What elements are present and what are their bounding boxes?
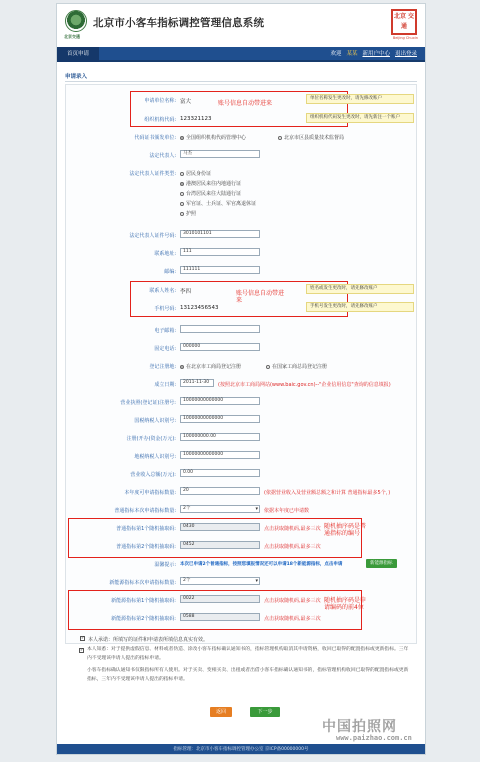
ev-quota-button[interactable]: 新能源指标 — [366, 559, 397, 568]
agree-aware-text-2: 小客车指标确认通知书仅限指标所有人使用。对于买卖、变相买卖、出租或者出借小客车指标确认通知书的，指标管理机构收回已取得的配置指标或更新指标，三年内不受理该申请人提出的指标申请。 — [87, 668, 409, 682]
beijing-transport-logo-icon — [65, 10, 87, 32]
application-page — [56, 3, 426, 755]
normal-apply-note: 依据本年度已申请数 — [264, 508, 310, 514]
annual-quota-label: 本年度可申请指标数量: — [124, 490, 176, 496]
ev-rand2-get-link[interactable]: 点击获取随机码,最多三次 — [264, 616, 321, 622]
annual-quota-note: (依据营业收入及营业额总额之和计算 普通指标最多5个，) — [264, 490, 391, 496]
unit-name-value: 富大 — [180, 99, 192, 105]
seal-subtitle: Beijing Chuxin — [392, 36, 418, 40]
id-type-option-label: 居民身份证 — [186, 171, 212, 177]
revenue-label: 营业收入总额(万元): — [130, 472, 176, 478]
annotation-random-ev: 随机抽序码是申请编码的前4位 — [324, 597, 367, 611]
ev-rand2-label: 新能源指标第2个随机抽取码: — [111, 616, 176, 622]
national-tax-label: 国税纳税人识别号: — [134, 418, 176, 424]
normal-apply-label: 普通指标本次申请指标数量: — [114, 508, 176, 514]
normal-apply-select[interactable]: 2个 ▾ — [180, 505, 260, 513]
revenue-input[interactable]: 0.00 — [180, 469, 260, 477]
email-label: 电子邮箱: — [154, 328, 176, 334]
normal-rand2-label: 普通指标第2个随机抽取码: — [116, 544, 176, 550]
radio-icon — [180, 202, 184, 206]
contact-name-label: 联系人姓名: — [149, 288, 176, 294]
id-type-option-label: 港澳居民来往内地通行证 — [186, 181, 242, 187]
contact-address-label: 联系地址: — [154, 251, 176, 257]
issuer-option-district[interactable] — [278, 134, 344, 141]
annotation-random-normal: 随机抽序码是普通指标的编号 — [324, 523, 367, 537]
system-title: 北京市小客车指标调控管理信息系统 — [93, 17, 265, 29]
back-button[interactable]: 返回 — [210, 707, 232, 717]
top-nav — [57, 47, 425, 62]
contact-address-input[interactable]: 111 — [180, 248, 260, 256]
issuer-option-national[interactable] — [180, 134, 246, 141]
id-no-label: 法定代表人证件号码: — [129, 233, 176, 239]
reg-option-national-label: 在国家工商总局登记注册 — [272, 364, 328, 370]
next-button[interactable]: 下一步 — [250, 707, 280, 717]
normal-rand1-get-link[interactable]: 点击获取随机码,最多三次 — [264, 526, 321, 532]
capital-label: 注册(开办)资金(万元): — [126, 436, 176, 442]
ev-apply-label: 新能源指标本次申请指标数量: — [109, 580, 176, 586]
radio-icon — [180, 136, 184, 140]
reg-option-national[interactable] — [266, 363, 327, 370]
logo-caption: 北京交通 — [64, 34, 80, 39]
temp-tip-label: 温馨提示: — [154, 562, 176, 568]
postcode-label: 邮编: — [164, 269, 176, 275]
application-form — [65, 84, 417, 644]
org-code-label: 组织机构代码: — [144, 117, 176, 123]
id-type-option[interactable] — [180, 170, 211, 177]
biz-reg-no-input[interactable]: 10000000000000 — [180, 397, 260, 405]
email-input[interactable] — [180, 325, 260, 333]
radio-icon — [180, 172, 184, 176]
agree-truthful-text: 本人承诺：所填写的证件和申请表所填信息真实有效。 — [88, 637, 209, 643]
site-footer: 指标管理：北京市小客车指标调控管理办公室 京ICP备00000000号 — [57, 744, 425, 755]
tip-org-code: 组织机构代码发生更改时，请先新注一个账户 — [306, 113, 414, 123]
id-type-option-label: 护照 — [186, 211, 197, 217]
issuer-option-national-label: 全国组织机构代码管理中心 — [186, 135, 247, 141]
new-user-center-link[interactable]: 新用户中心 — [362, 51, 390, 57]
tip-contact-name: 姓名或发生更改时，请先修改账户 — [306, 284, 414, 294]
tip-mobile: 手机号发生更改时，请先修改账户 — [306, 302, 414, 312]
capital-input[interactable]: 100000000.00 — [180, 433, 260, 441]
agree-aware-text-1: 本人知悉：对于提供虚假信息、材料或者伪造、涂改小客车指标确认通知书的，指标管理机构取消其申请资格，收回已取得的配置指标或更新指标。三年内不受理该申请人提出的指标申请。 — [87, 647, 409, 661]
ev-rand1-label: 新能源指标第1个随机抽取码: — [111, 598, 176, 604]
id-type-option[interactable] — [180, 190, 241, 197]
mobile-label: 手机号码: — [154, 306, 176, 312]
id-type-option-label: 军官证、士兵证、军官离退休证 — [186, 201, 257, 207]
local-tax-label: 地税纳税人识别号: — [134, 454, 176, 460]
legal-rep-label: 法定代表人: — [149, 153, 176, 159]
user-name: 某某 — [346, 51, 358, 57]
ev-rand1-input[interactable]: 0022 — [180, 595, 260, 603]
id-type-option[interactable] — [180, 180, 241, 187]
site-header — [57, 4, 425, 44]
ev-rand2-input[interactable]: 0588 — [180, 613, 260, 621]
contact-name-value: 李四 — [180, 289, 192, 295]
id-type-option[interactable] — [180, 200, 256, 207]
issuer-option-district-label: 北京市区县质量技术监督局 — [284, 135, 345, 141]
logout-link[interactable]: 退出登录 — [394, 51, 417, 57]
radio-icon — [180, 192, 184, 196]
normal-rand2-input[interactable]: 0452 — [180, 541, 260, 549]
phone-input[interactable]: 000000 — [180, 343, 260, 351]
radio-icon — [278, 136, 282, 140]
est-date-input[interactable]: 2011-11-30 — [180, 379, 214, 387]
user-area — [330, 47, 417, 62]
ev-rand1-get-link[interactable]: 点击获取随机码,最多三次 — [264, 598, 321, 604]
org-code-value: 123321123 — [180, 116, 212, 122]
annual-quota-input[interactable]: 20 — [180, 487, 260, 495]
biz-reg-no-label: 营业执照(登记证)注册号: — [120, 400, 176, 406]
id-no-input[interactable]: 3010101101 — [180, 230, 260, 238]
reg-option-beijing-label: 在北京市工商局登记注册 — [186, 364, 242, 370]
radio-icon — [180, 182, 184, 186]
normal-rand2-get-link[interactable]: 点击获取随机码,最多三次 — [264, 544, 321, 550]
radio-icon — [266, 365, 270, 369]
welcome-text: 欢迎 — [330, 51, 342, 57]
ev-apply-select[interactable]: 2个 ▾ — [180, 577, 260, 585]
local-tax-input[interactable]: 10000000000000 — [180, 451, 260, 459]
national-tax-input[interactable]: 10000000000000 — [180, 415, 260, 423]
temp-tip-text: 本次已申请2个普通指标，按照您填报情况还可以申请18个新能源指标，点击申请 — [180, 562, 343, 567]
id-type-option[interactable] — [180, 210, 196, 217]
radio-icon — [180, 212, 184, 216]
tab-home-apply[interactable]: 首页申请 — [57, 47, 99, 62]
est-date-label: 成立日期: — [154, 382, 176, 388]
id-type-option-label: 台湾居民来往大陆通行证 — [186, 191, 242, 197]
normal-rand1-input[interactable]: 0430 — [180, 523, 260, 531]
issuer-label: 代码证书颁发单位: — [134, 135, 176, 141]
checkbox-checked-icon: ✓ — [80, 648, 84, 653]
checkbox-checked-icon: ✓ — [81, 636, 85, 641]
reg-option-beijing[interactable] — [180, 363, 241, 370]
beijing-seal: 北京 交通 — [391, 9, 417, 35]
section-title: 申请录入 — [65, 74, 88, 80]
radio-icon — [180, 365, 184, 369]
annotation-account-auto: 账号信息自动带进来 — [218, 100, 273, 107]
annotation-account-auto-2: 账号信息自动带进来 — [236, 290, 285, 304]
watermark-url: www.paizhao.com.cn — [336, 734, 412, 742]
reg-place-label: 登记注册地: — [149, 364, 176, 370]
agree-aware[interactable] — [79, 648, 84, 653]
phone-label: 固定电话: — [154, 346, 176, 352]
postcode-input[interactable]: 111111 — [180, 266, 260, 274]
unit-name-label: 申请单位名称: — [144, 98, 176, 104]
tip-unit-name: 单位名称发生更改时，请先修改账户 — [306, 94, 414, 104]
normal-rand1-label: 普通指标第1个随机抽取码: — [116, 526, 176, 532]
mobile-value: 13123456543 — [180, 305, 219, 311]
watermark-cn: 中国拍照网 — [322, 719, 397, 735]
legal-rep-input[interactable]: 马杰 — [180, 150, 260, 158]
agree-truthful[interactable] — [80, 636, 208, 643]
est-date-note: (按照北京市工商局网站(www.baic.gov.cn)--"企业信用信息"查询的信息填报) — [218, 382, 391, 388]
section-divider — [65, 81, 417, 82]
id-type-label: 法定代表人证件类型: — [129, 171, 176, 177]
